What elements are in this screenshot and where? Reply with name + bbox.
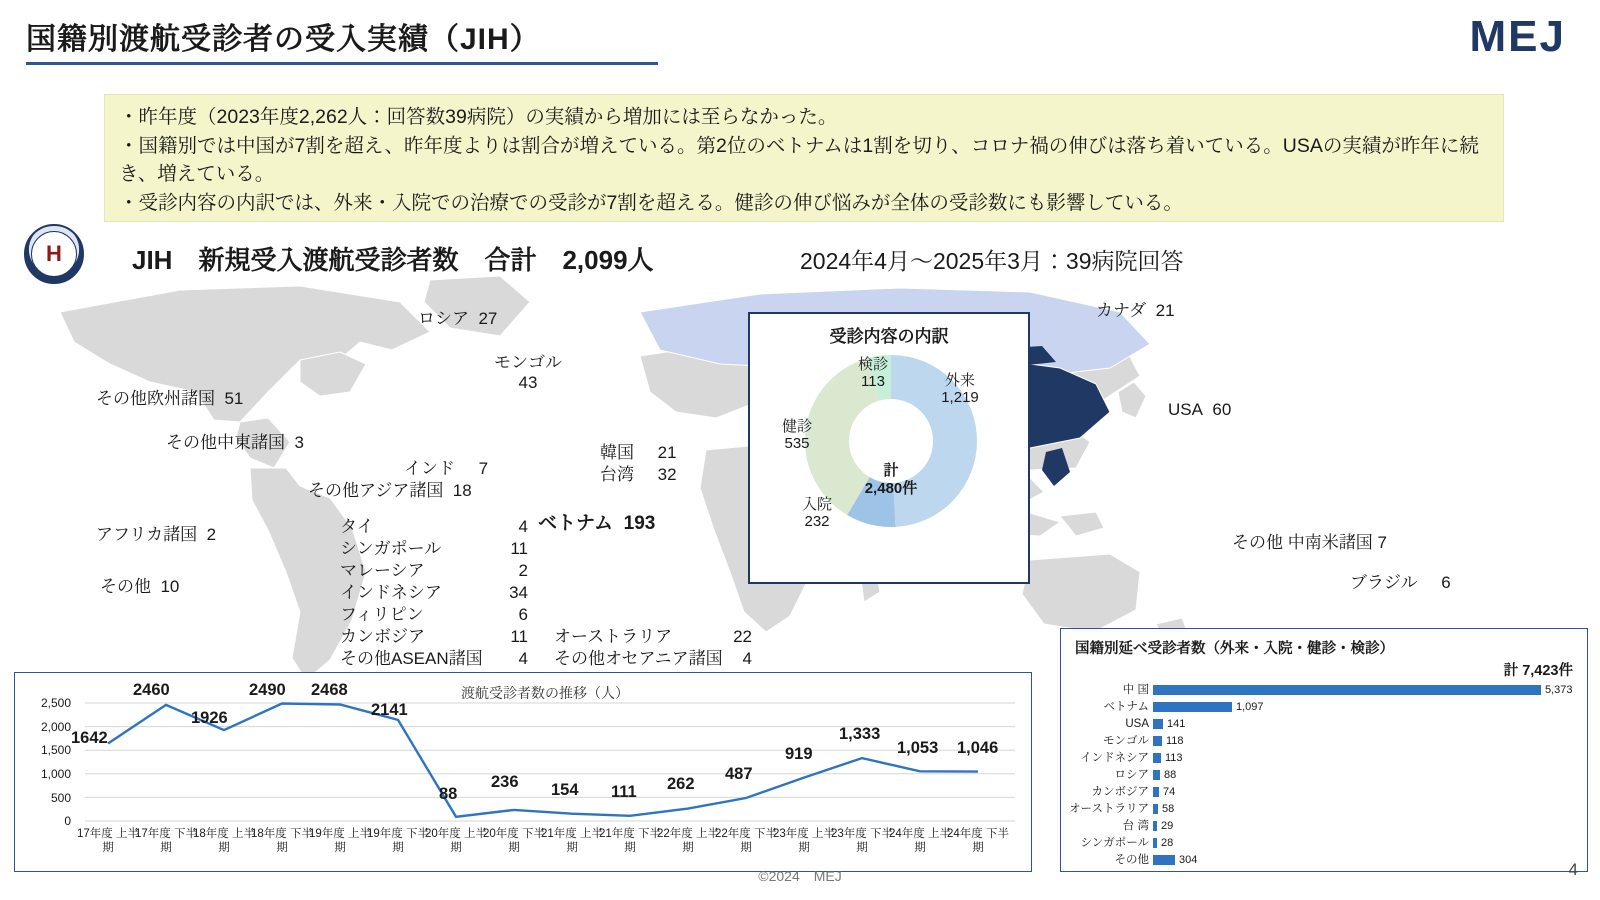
bar-rect-cambodia <box>1153 787 1159 797</box>
map-row-malaysia: マレーシア 2 <box>340 561 528 580</box>
bar-row-russia <box>1061 768 1589 782</box>
visit-breakdown-panel <box>748 312 1030 584</box>
donut-label-checkup: 健診 535 <box>781 418 812 453</box>
map-label-other-latam: その他 中南米諸国 7 <box>1232 533 1387 552</box>
map-label-other-europe: その他欧州諸国 51 <box>96 389 244 408</box>
map-label-africa: アフリカ諸国 2 <box>96 525 217 544</box>
line-series-travel-patients <box>108 704 978 817</box>
line-value-12: 919 <box>785 745 813 763</box>
map-row-singapore: シンガポール 11 <box>340 539 528 558</box>
line-value-8: 154 <box>551 781 579 799</box>
y-tick-1500: 1,500 <box>40 743 71 757</box>
bar-label-usa: USA <box>1125 718 1149 730</box>
bar-value-china: 5,373 <box>1545 684 1573 696</box>
bar-value-singapore: 28 <box>1161 837 1174 849</box>
bar-rect-australia <box>1153 804 1158 814</box>
map-label-india: インド 7 <box>404 459 489 478</box>
line-value-10: 262 <box>667 775 695 793</box>
line-value-13: 1,333 <box>839 725 881 743</box>
bar-value-mongolia: 118 <box>1166 735 1184 747</box>
line-value-7: 236 <box>491 773 519 791</box>
y-tick-0: 0 <box>64 814 71 828</box>
map-row-indonesia: インドネシア 34 <box>340 583 528 602</box>
bar-rect-other <box>1153 855 1175 865</box>
bar-label-taiwan: 台 湾 <box>1122 820 1149 832</box>
line-value-1: 2460 <box>133 681 170 699</box>
bar-row-indonesia <box>1061 751 1589 765</box>
y-tick-2500: 2,500 <box>40 696 71 710</box>
bar-label-indonesia: インドネシア <box>1080 752 1149 764</box>
bar-label-other: その他 <box>1114 854 1149 866</box>
line-value-15: 1,046 <box>957 739 999 757</box>
bar-row-taiwan <box>1061 819 1589 833</box>
line-value-2: 1926 <box>191 709 228 727</box>
bar-label-mongolia: モンゴル <box>1103 735 1149 747</box>
x-label-1: 17年度 下半期 <box>135 828 197 855</box>
map-row-thailand: タイ 4 <box>340 517 528 536</box>
x-label-9: 21年度 下半期 <box>599 828 661 855</box>
x-label-0: 17年度 上半期 <box>77 828 139 855</box>
donut-label-outpatient: 外来 1,219 <box>941 372 979 407</box>
bar-value-vietnam: 1,097 <box>1236 701 1264 713</box>
bar-value-usa: 141 <box>1167 718 1186 730</box>
line-value-6: 88 <box>439 785 458 803</box>
line-value-0: 1642 <box>71 729 108 747</box>
x-label-3: 18年度 下半期 <box>251 828 313 855</box>
bar-value-australia: 58 <box>1162 803 1175 815</box>
bar-label-china: 中 国 <box>1122 684 1149 696</box>
title-underline <box>26 62 658 65</box>
map-label-other: その他 10 <box>100 577 180 596</box>
note-line-3: ・受診内容の内訳では、外来・入院での治療での受診が7割を超える。健診の伸び悩みが全体の受診数にも影響している。 <box>119 191 1183 214</box>
bar-row-vietnam <box>1061 700 1589 714</box>
bar-label-singapore: シンガポール <box>1080 837 1149 849</box>
map-row-other-oceania: その他オセアニア諸国 4 <box>554 649 752 668</box>
line-value-4: 2468 <box>311 681 348 699</box>
map-label-vietnam: ベトナム 193 <box>538 513 656 534</box>
trend-chart-panel <box>14 672 1032 872</box>
y-tick-2000: 2,000 <box>40 720 71 734</box>
footer-copyright: ©2024 MEJ <box>758 868 842 884</box>
bar-value-cambodia: 74 <box>1163 786 1176 798</box>
map-label-korea: 韓国 21 <box>600 443 677 462</box>
x-label-6: 20年度 上半期 <box>425 828 487 855</box>
x-label-12: 23年度 上半期 <box>773 828 835 855</box>
map-label-russia: ロシア 27 <box>418 309 498 328</box>
map-row-other-asean: その他ASEAN諸国 4 <box>340 649 528 668</box>
x-label-8: 21年度 上半期 <box>541 828 603 855</box>
x-label-11: 22年度 下半期 <box>715 828 777 855</box>
line-value-11: 487 <box>725 765 753 783</box>
jih-total-heading: JIH 新規受入渡航受診者数 合計 2,099人 <box>132 245 654 275</box>
bar-row-usa <box>1061 717 1589 731</box>
x-label-5: 19年度 下半期 <box>367 828 429 855</box>
bar-row-china <box>1061 683 1589 697</box>
map-label-usa: USA 60 <box>1168 400 1232 419</box>
map-row-cambodia: カンボジア 11 <box>340 627 528 646</box>
bar-rect-singapore <box>1153 838 1157 848</box>
map-label-china: 中国 1,500 <box>458 421 555 442</box>
donut-chart-title: 受診内容の内訳 <box>829 327 949 346</box>
map-label-brazil: ブラジル 6 <box>1350 573 1451 592</box>
note-line-2: ・国籍別では中国が7割を超え、昨年度よりは割合が増えている。第2位のベトナムは1割を切り、コロナ禍の伸びは落ち着いている。USAの実績が昨年に続き、増えている。 <box>119 134 1479 186</box>
line-value-9: 111 <box>611 783 637 801</box>
x-label-4: 19年度 上半期 <box>309 828 371 855</box>
map-label-other-asia: その他アジア諸国 18 <box>308 481 472 500</box>
x-label-2: 18年度 上半期 <box>193 828 255 855</box>
y-tick-500: 500 <box>50 791 71 805</box>
map-row-australia: オーストラリア 22 <box>554 627 752 646</box>
x-label-7: 20年度 下半期 <box>483 828 545 855</box>
bar-row-mongolia <box>1061 734 1589 748</box>
nationality-bar-panel <box>1060 628 1588 872</box>
page-number: 4 <box>1568 860 1578 879</box>
bar-rect-usa <box>1153 719 1163 729</box>
donut-label-inpatient: 入院 232 <box>801 496 832 531</box>
map-label-canada: カナダ 21 <box>1096 301 1175 320</box>
line-value-14: 1,053 <box>897 739 939 757</box>
bar-label-australia: オーストラリア <box>1069 803 1149 815</box>
bar-value-taiwan: 29 <box>1161 820 1174 832</box>
bar-label-russia: ロシア <box>1114 769 1149 781</box>
bar-rect-mongolia <box>1153 736 1162 746</box>
seal-letter: H <box>31 231 77 277</box>
bar-rect-russia <box>1153 770 1160 780</box>
bar-rect-china <box>1153 685 1541 695</box>
bar-rect-indonesia <box>1153 753 1161 763</box>
bar-label-cambodia: カンボジア <box>1091 786 1149 798</box>
bar-value-other: 304 <box>1179 854 1198 866</box>
mej-logo: MEJ <box>1469 12 1566 61</box>
bar-rect-taiwan <box>1153 821 1157 831</box>
map-label-other-middle-east: その他中東諸国 3 <box>166 433 304 452</box>
x-label-10: 22年度 上半期 <box>657 828 719 855</box>
bar-row-cambodia <box>1061 785 1589 799</box>
bar-row-singapore <box>1061 836 1589 850</box>
line-value-3: 2490 <box>249 681 286 699</box>
period-label: 2024年4月〜2025年3月：39病院回答 <box>800 248 1184 274</box>
bar-chart-title: 国籍別延べ受診者数（外来・入院・健診・検診） <box>1075 641 1394 657</box>
map-label-mongolia: モンゴル 43 <box>494 353 562 392</box>
y-tick-1000: 1,000 <box>40 767 71 781</box>
summary-note-box <box>104 94 1504 222</box>
x-label-13: 23年度 下半期 <box>831 828 893 855</box>
bar-row-australia <box>1061 802 1589 816</box>
line-value-5: 2141 <box>371 701 408 719</box>
bar-value-indonesia: 113 <box>1165 752 1183 764</box>
map-label-taiwan: 台湾 32 <box>600 465 677 484</box>
map-row-philippines: フィリピン 6 <box>340 605 528 624</box>
line-chart-title: 渡航受診者数の推移（人） <box>461 685 629 701</box>
bar-label-vietnam: ベトナム <box>1103 701 1149 713</box>
bar-chart-total: 計 7,423件 <box>1503 663 1573 679</box>
bar-value-russia: 88 <box>1164 769 1177 781</box>
bar-rect-vietnam <box>1153 702 1232 712</box>
x-label-15: 24年度 下半期 <box>947 828 1009 855</box>
bar-row-other <box>1061 853 1589 867</box>
donut-label-screening: 検診 113 <box>857 356 888 391</box>
x-label-14: 24年度 上半期 <box>889 828 951 855</box>
page-title: 国籍別渡航受診者の受入実績（JIH） <box>26 23 541 56</box>
donut-center-total: 計 2,480件 <box>864 462 918 497</box>
note-line-1: ・昨年度（2023年度2,262人：回答数39病院）の実績から増加には至らなかった。 <box>119 106 838 128</box>
